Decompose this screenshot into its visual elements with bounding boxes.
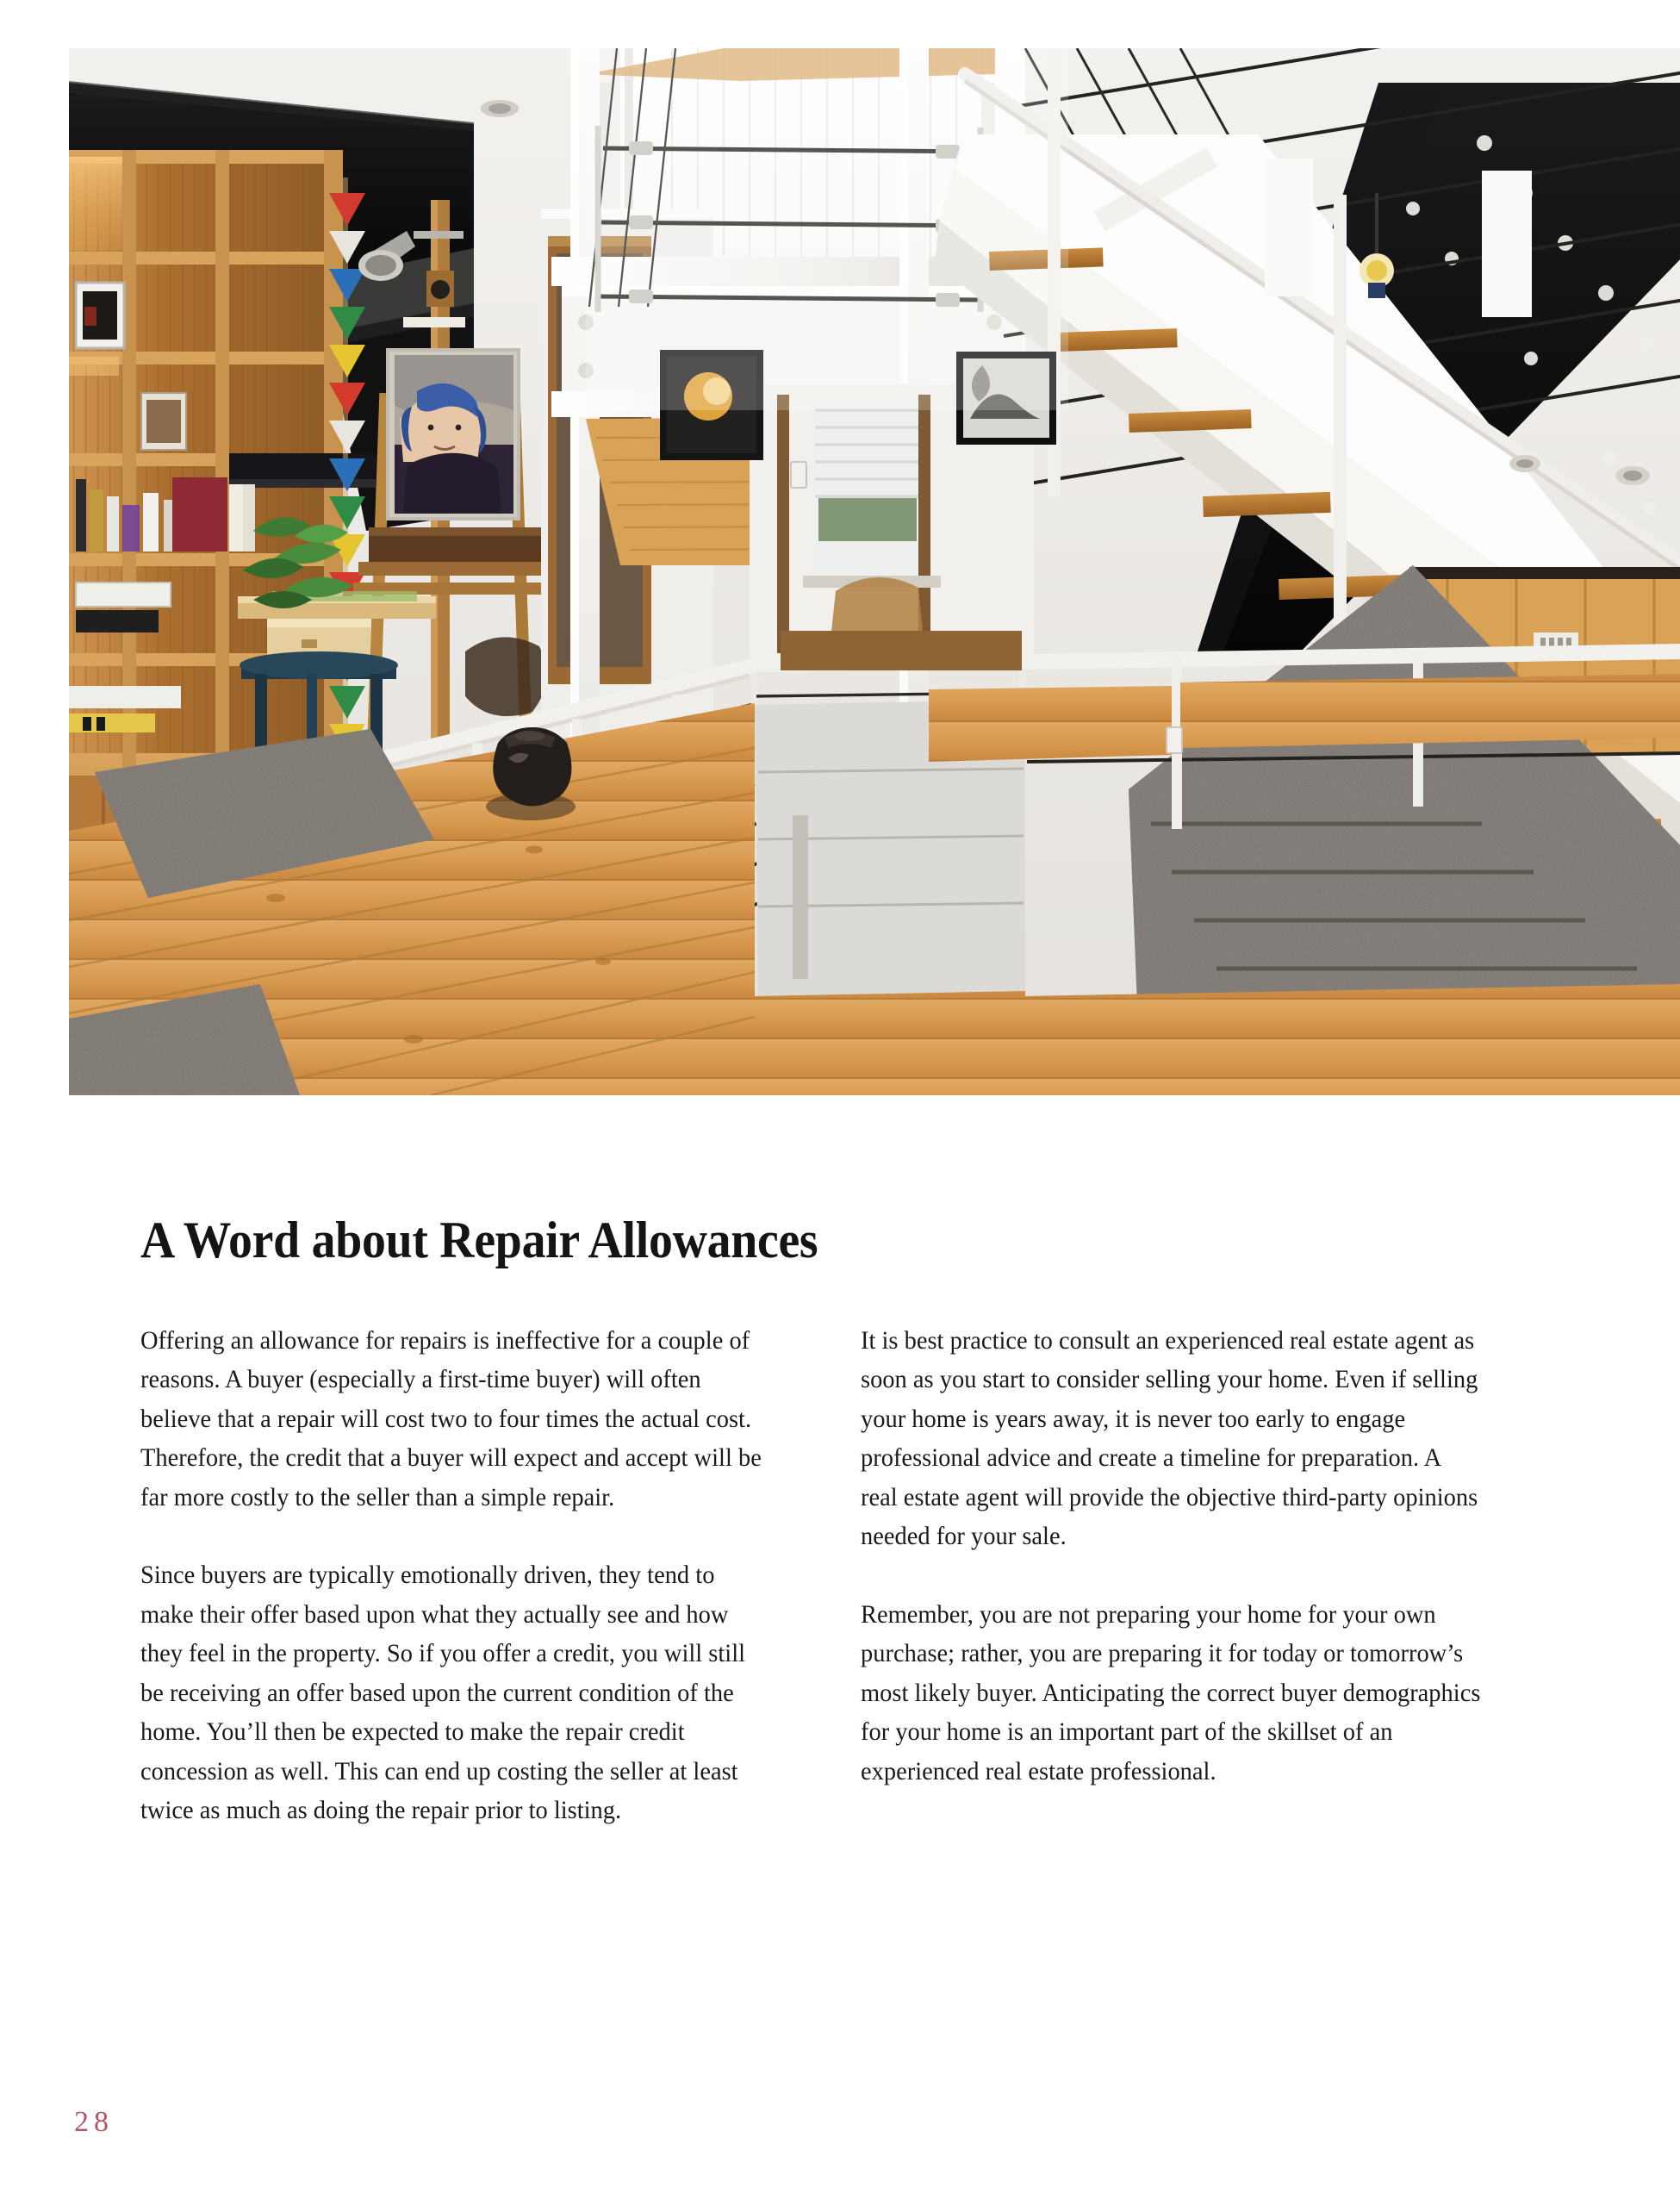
- paragraph: Remember, you are not preparing your home for your own purchase; rather, you are preparing it for today or tomorrow’s most likely buyer. Anticipating the correct buyer demographics for your home is an important part of the skillset of an experienced real estate professional.: [861, 1600, 1481, 1785]
- two-column-layout: [140, 1322, 1545, 1831]
- article-body: [140, 1213, 1545, 1831]
- paragraph: Since buyers are typically emotionally driven, they tend to make their offer based upon what they actually see and how they feel in the property. So if you offer a credit, you will still be receiving an offer based upon the current condition of the home. You’ll then be expected to make the repair credit concession as well. This can end up costing the seller at least twice as much as doing the repair prior to listing.: [140, 1561, 746, 1825]
- text-column-left: [140, 1322, 785, 1831]
- paragraph: It is best practice to consult an experienced real estate agent as soon as you start to consider selling your home. Even if selling your home is years away, it is never too early to engage professional advice and create a timeline for preparation. A real estate agent will provide the objective third-party opinions needed for your sale.: [861, 1326, 1478, 1551]
- interior-loft-illustration: [69, 48, 1680, 1095]
- hero-photograph: [69, 48, 1680, 1095]
- paragraph: Offering an allowance for repairs is ineffective for a couple of reasons. A buyer (especially a first-time buyer) will often believe that a repair will cost two to four times the actual cost. Therefore, the credit that a buyer will expect and accept will be far more costly to the seller than a simple repair.: [140, 1326, 762, 1511]
- ceramic-vase: [486, 727, 576, 820]
- page-number: 28: [74, 2106, 114, 2138]
- page-title: A Word about Repair Allowances: [140, 1212, 818, 1268]
- text-column-right: [861, 1322, 1505, 1792]
